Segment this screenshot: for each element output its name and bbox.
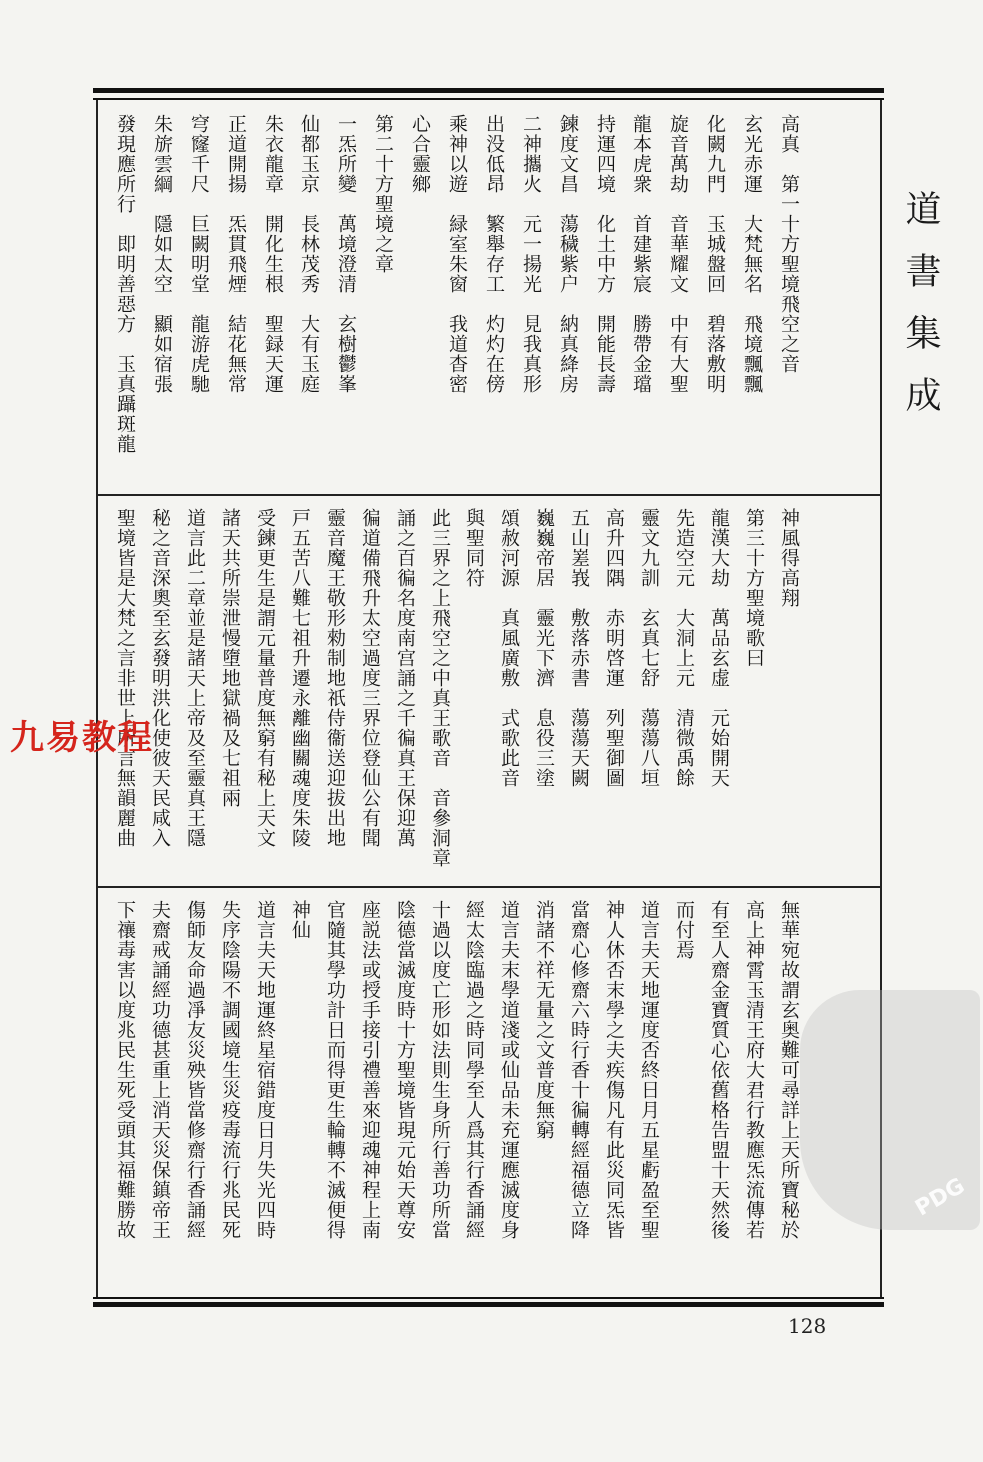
text-column: 消諸不祥无量之文普度無窮 [533, 900, 555, 1140]
text-column: 夫齋戒誦經功德甚重上消天災保鎮帝王 [149, 900, 171, 1240]
text-column: 此三界之上飛空之中真王歌音 音參洞章 [429, 508, 451, 868]
text-column: 仙都玉京 長林茂秀 大有玉庭 [298, 114, 320, 394]
page-number: 128 [788, 1314, 827, 1338]
text-panel-middle [110, 508, 800, 876]
text-column: 戸五苦八難七祖升遷永離幽關魂度朱陵 [289, 508, 311, 848]
text-column: 道言此二章並是諸天上帝及至靈真王隱 [184, 508, 206, 848]
bleed-through-text [330, 6, 343, 25]
text-column: 朱旂雲綱 隱如太空 顯如宿張 [151, 114, 173, 394]
text-column: 傷師友命過凈友災殃皆當修齋行香誦經 [184, 900, 206, 1240]
text-column: 道言夫天地運度否終日月五星虧盈至聖 [638, 900, 660, 1240]
text-column: 失序陰陽不調國境生災疫毒流行兆民死 [219, 900, 241, 1240]
text-column: 當齋心修齋六時行香十徧轉經福德立降 [568, 900, 590, 1240]
text-column: 龍漢大劫 萬品玄虚 元始開天 [708, 508, 730, 788]
text-column: 高真 第一十方聖境飛空之音 [778, 114, 800, 374]
text-column: 靈音魔王敬形勑制地祇侍衞送迎拔出地 [324, 508, 346, 848]
text-column: 心合靈鄉 [409, 114, 431, 194]
bottom-rule-thin [93, 1297, 884, 1299]
text-column: 而付焉 [673, 900, 695, 960]
text-column: 第三十方聖境歌曰 [743, 508, 765, 668]
text-column: 持運四境 化土中方 開能長壽 [594, 114, 616, 394]
text-column: 乘神以遊 緑室朱窗 我道杳密 [446, 114, 468, 394]
text-column: 正道開揚 炁貫飛煙 結花無常 [225, 114, 247, 394]
text-column: 化闕九門 玉城盤回 碧落敷明 [704, 114, 726, 394]
text-column: 與聖同符 [463, 508, 485, 588]
text-column: 諸天共所崇泄慢墮地獄禍及七祖兩 [219, 508, 241, 808]
text-column: 先造空元 大洞上元 清微禹餘 [673, 508, 695, 788]
text-column: 朱衣龍章 開化生根 聖録天運 [262, 114, 284, 394]
text-column: 神風得高翔 [778, 508, 800, 608]
panel-divider [98, 494, 880, 496]
stamp-label: PDG [910, 1173, 969, 1222]
text-column: 發現應所行 即明善惡方 玉真躡斑龍 [114, 114, 136, 454]
text-panel-top [110, 114, 800, 484]
text-column: 高上神霄玉清王府大君行教應炁流傳若 [743, 900, 765, 1240]
text-column: 十過以度亡形如法則生身所行善功所當 [429, 900, 451, 1240]
text-column: 陰德當滅度時十方聖境皆現元始天尊安 [394, 900, 416, 1240]
text-column: 秘之音深奧至玄發明洪化使彼天民咸入 [149, 508, 171, 848]
text-column: 神仙 [289, 900, 311, 940]
text-column: 下禳毒害以度兆民生死受頭其福難勝故 [114, 900, 136, 1240]
text-column: 徧道備飛升太空過度三界位登仙公有聞 [359, 508, 381, 848]
text-column: 無華宛故謂玄奥難可尋詳上天所寶秘於 [778, 900, 800, 1240]
text-column: 玄光赤運 大梵無名 飛境飄飄 [741, 114, 763, 394]
text-column: 鍊度文昌 蕩穢紫户 納真絳房 [557, 114, 579, 394]
pdg-stamp [800, 990, 980, 1230]
text-column: 旋音萬劫 音華耀文 中有大聖 [667, 114, 689, 394]
text-column: 一炁所變 萬境澄清 玄樹鬱峯 [335, 114, 357, 394]
text-column: 靈文九訓 玄真七舒 蕩蕩八垣 [638, 508, 660, 788]
text-column: 出没低昂 繁舉存工 灼灼在傍 [483, 114, 505, 394]
top-rule-thin [93, 98, 884, 100]
text-column: 穹窿千尺 巨闕明堂 龍游虎馳 [188, 114, 210, 394]
text-column: 座説法或授手接引禮善來迎魂神程上南 [359, 900, 381, 1240]
text-column: 官隨其學功計日而得更生輪轉不滅便得 [324, 900, 346, 1240]
text-column: 二神攜火 元一揚光 見我真形 [520, 114, 542, 394]
text-column: 高升四隅 赤明啓運 列聖御圖 [603, 508, 625, 788]
text-panel-bottom [110, 900, 800, 1286]
text-column: 巍巍帝居 靈光下濟 息役三塗 [533, 508, 555, 788]
text-column: 神人休否末學之夫疾傷凡有此災同炁皆 [603, 900, 625, 1240]
text-column: 聖境皆是大梵之言非世上所言無韻麗曲 [114, 508, 136, 848]
text-column: 道言夫天地運終星宿錯度日月失光四時 [254, 900, 276, 1240]
text-column: 受鍊更生是謂元量普度無窮有秘上天文 [254, 508, 276, 848]
text-column: 道言夫末學道淺或仙品未充運應滅度身 [498, 900, 520, 1240]
watermark-text: 九易教程 [10, 718, 154, 758]
book-title: 道書集成 [900, 190, 941, 438]
text-column: 第二十方聖境之章 [372, 114, 394, 274]
bottom-rule-thick [93, 1302, 884, 1307]
text-column: 有至人齋金寶質心依舊格告盟十天然後 [708, 900, 730, 1240]
text-column: 頌赦河源 真風廣敷 式歌此音 [498, 508, 520, 788]
text-column: 誦之百徧名度南宫誦之千徧真王保迎萬 [394, 508, 416, 848]
text-column: 經太陰臨過之時同學至人爲其行香誦經 [463, 900, 485, 1240]
top-rule-thick [93, 88, 884, 93]
text-column: 五山嵳峩 敷落赤書 蕩蕩天闕 [568, 508, 590, 788]
panel-divider [98, 886, 880, 888]
frame-left-border [96, 100, 98, 1297]
text-column: 龍本虎衆 首建紫宸 勝帶金璫 [630, 114, 652, 394]
